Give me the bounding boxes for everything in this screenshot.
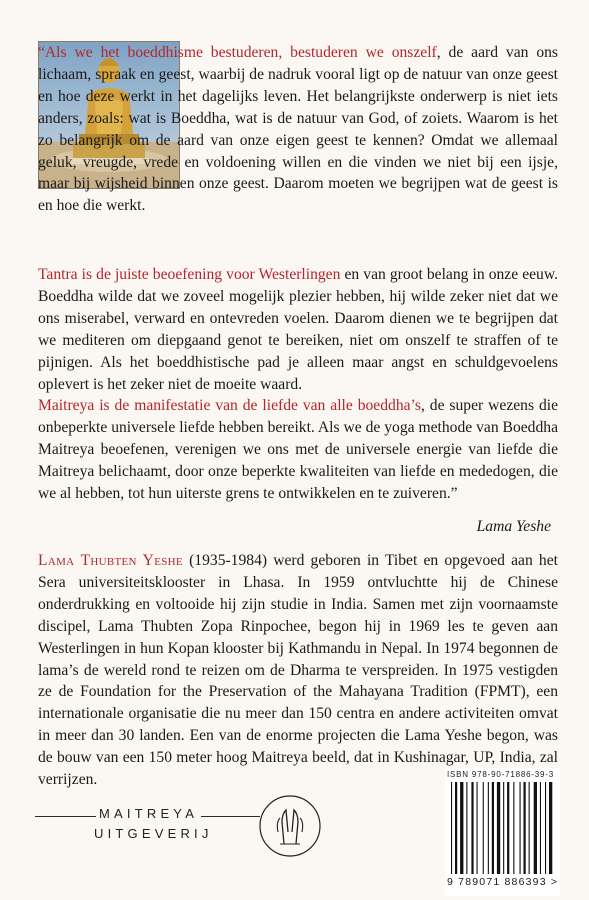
quote-2-highlight: Tantra is de juiste beoefening voor Westerlingen xyxy=(38,266,341,283)
quote-paragraph-3 xyxy=(38,395,558,505)
publisher-subtitle: UITGEVERIJ xyxy=(94,826,213,841)
quote-paragraph-2 xyxy=(38,264,558,395)
quote-3-highlight: Maitreya is de manifestatie van de liefde van alle boeddha’s xyxy=(38,397,421,414)
isbn-digits: 9 789071 886393 > xyxy=(447,876,559,888)
quote-paragraph-1 xyxy=(38,42,558,217)
bio-paragraph xyxy=(38,550,558,791)
quote-3-text: , de super wezens die onbeperkte universele liefde hebben bereikt. Als we de yoga methode van Boeddha Maitreya beoefenen, verenigen we ons met de universele energie van liefde die Maitreya belichaamt, door onze beperkte kwaliteiten van liefde en mededogen, die we al hebben, tot hun uiterste grens te ontwikkelen en te zuiveren.” xyxy=(38,397,559,502)
quote-2-text: en van groot belang in onze eeuw. Boeddha wilde dat we zoveel mogelijk plezier hebben, hij wilde zeker niet dat we ons miserabel, verward en ontevreden voelen. Daarom dienen we te begrijpen dat we mediteren om diepgaand genot te bereiken, niet om onszelf te straffen of te pijnigen. Als het boeddhistische pad je alleen maar angst en schuldgevoelens oplevert is het zeker niet de moeite waard. xyxy=(38,266,558,393)
quote-1-highlight: “Als we het boeddhisme bestuderen, bestuderen we onszelf xyxy=(38,44,437,61)
bio-name: Lama Thubten Yeshe xyxy=(38,552,183,569)
publisher-name: MAITREYA xyxy=(96,806,201,821)
quote-signature: Lama Yeshe xyxy=(476,518,551,535)
isbn-label: ISBN 978-90-71886-39-3 xyxy=(447,770,554,779)
bio-text: (1935-1984) werd geboren in Tibet en opgevoed aan het Sera universiteitsklooster in Lhasa. In 1959 ontvluchtte hij de Chinese onderdrukking en voltooide hij zijn studie in India. Samen met zijn voornaamste discipel, Lama Thubten Zopa Rinpochee, begon hij in 1969 les te geven aan Westerlingen in hun Kopan klooster bij Kathmandu in Nepal. In 1974 begonnen de lama’s de wereld rond te reizen om de Dharma te verspreiden. In 1975 vestigden ze de Foundation for the Preservation of the Mahayana Tradition (FPMT), een internationale organisatie die nu meer dan 150 centra en andere activiteiten omvat in meer dan 30 landen. Een van de enorme projecten die Lama Yeshe begon, was de bouw van een 150 meter hoog Maitreya beeld, dat in Kushinagar, UP, India, zal verrijzen. xyxy=(38,552,558,789)
praying-hands-icon xyxy=(256,792,324,860)
quote-1-text: , de aard van ons lichaam, spraak en geest, waarbij de nadruk vooral ligt op de natuur van onze geest en hoe deze werkt in het dagelijks leven. Het belangrijkste onderwerp is niet iets anders, zoals: wat is Boeddha, wat is de natuur van God, of zoiets. Waarom is het zo belangrijk om de aard van onze eigen geest te kennen? Omdat we allemaal geluk, vreugde, vrede en voldoening willen en die vinden we niet bij een ijsje, maar bij wijsheid binnen onze geest. Daarom moeten we begrijpen wat de geest is en hoe die werkt. xyxy=(38,44,558,215)
